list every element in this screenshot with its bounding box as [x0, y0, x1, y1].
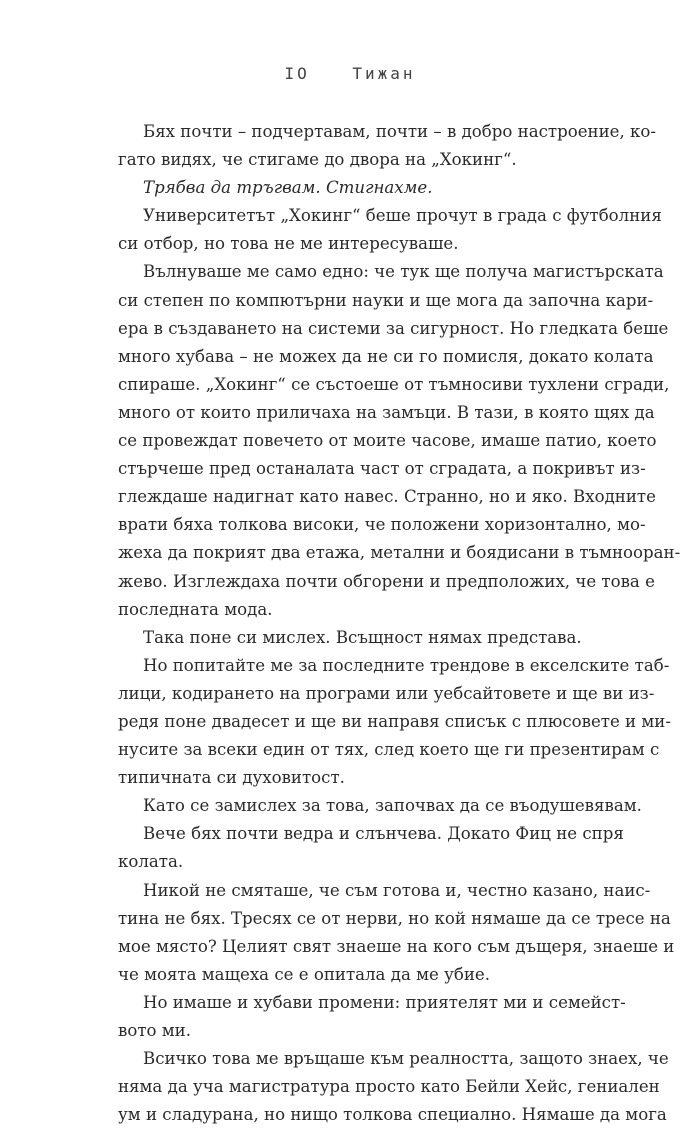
running-header: [0, 64, 700, 83]
text-line: Всичко това ме връщаше към реалността, защото знаех, че: [143, 1049, 669, 1069]
text-line: много хубава – не можех да не си го помисля, докато колата: [118, 346, 654, 366]
text-line: редя поне двадесет и ще ви направя списък с плюсовете и ми-: [118, 711, 671, 731]
text-line: че моята мащеха се е опитала да ме убие.: [118, 964, 491, 984]
text-line: жеха да покрият два етажа, метални и боядисани в тъмнооран-: [118, 543, 681, 563]
text-line: нусите за всеки един от тях, след което ще ги презентирам с: [118, 740, 660, 760]
text-line: Университетът „Хокинг“ беше прочут в града с футболния: [143, 206, 662, 226]
text-line: Но имаше и хубави промени: приятелят ми и семейст-: [143, 992, 626, 1012]
text-line: стърчеше пред останалата част от сградата, а покривът из-: [118, 459, 646, 479]
text-line: Вече бях почти ведра и слънчева. Докато Фиц не спря: [143, 824, 624, 844]
text-line: Никой не смяташе, че съм готова и, честно казано, наис-: [143, 880, 651, 900]
text-line: лици, кодирането на програми или уебсайтовете и ще ви из-: [118, 683, 655, 703]
text-line: тина не бях. Тресях се от нерви, но кой нямаше да се тресе на: [118, 908, 671, 928]
paragraph: [118, 202, 662, 258]
paragraph: [118, 877, 675, 989]
paragraph: [118, 624, 616, 652]
paragraph: [118, 174, 616, 202]
text-line: типичната си духовитост.: [118, 768, 345, 788]
text-line: си отбор, но това не ме интересуваше.: [118, 234, 459, 254]
text-line: вото ми.: [118, 1021, 192, 1040]
text-line: се провеждат повечето от моите часове, имаше патио, което: [118, 431, 657, 451]
text-line: спираше. „Хокинг“ се състоеше от тъмносиви тухлени сгради,: [118, 374, 670, 394]
text-line: няма да уча магистратура просто като Бейли Хейс, гениален: [118, 1077, 660, 1097]
text-line: Като се замислех за това, започвах да се въодушевявам.: [143, 796, 642, 816]
text-line: Трябва да тръгвам. Стигнахме.: [143, 178, 433, 198]
paragraph: [118, 118, 656, 174]
page-number: IO: [284, 64, 310, 83]
text-line: жево. Изглеждаха почти обгорени и предположих, че това е: [118, 571, 655, 591]
text-line: последната мода.: [118, 599, 273, 619]
body-text: [118, 118, 681, 1129]
text-line: ера в създаването на системи за сигурност. Но гледката беше: [118, 318, 669, 338]
text-line: врати бяха толкова високи, че положени хоризонтално, мо-: [118, 515, 646, 535]
text-line: глеждаше надигнат като навес. Странно, но и яко. Входните: [118, 487, 656, 507]
text-line: Така поне си мислех. Всъщност нямах представа.: [143, 627, 582, 647]
text-line: много от които приличаха на замъци. В тази, в която щях да: [118, 402, 655, 422]
paragraph: [118, 1045, 669, 1129]
text-line: Бях почти – подчертавам, почти – в добро настроение, ко-: [143, 122, 656, 141]
paragraph: [118, 820, 624, 876]
text-line: гато видях, че стигаме до двора на „Хокинг“.: [118, 150, 517, 170]
text-line: си степен по компютърни науки и ще мога да започна кари-: [118, 290, 654, 310]
text-line: ум и сладурана, но нищо толкова специално. Нямаше да мога: [118, 1105, 667, 1125]
paragraph: [118, 792, 642, 820]
paragraph: [118, 258, 681, 623]
text-line: колата.: [118, 852, 184, 872]
running-title: Тижан: [352, 64, 416, 83]
text-line: мое място? Целият свят знаеше на кого съм дъщеря, знаеше и: [118, 936, 675, 956]
paragraph: [118, 652, 671, 792]
text-line: Вълнуваше ме само едно: че тук ще получа магистърската: [143, 262, 664, 282]
text-line: Но попитайте ме за последните трендове в екселските таб-: [143, 655, 670, 675]
paragraph: [118, 989, 626, 1045]
